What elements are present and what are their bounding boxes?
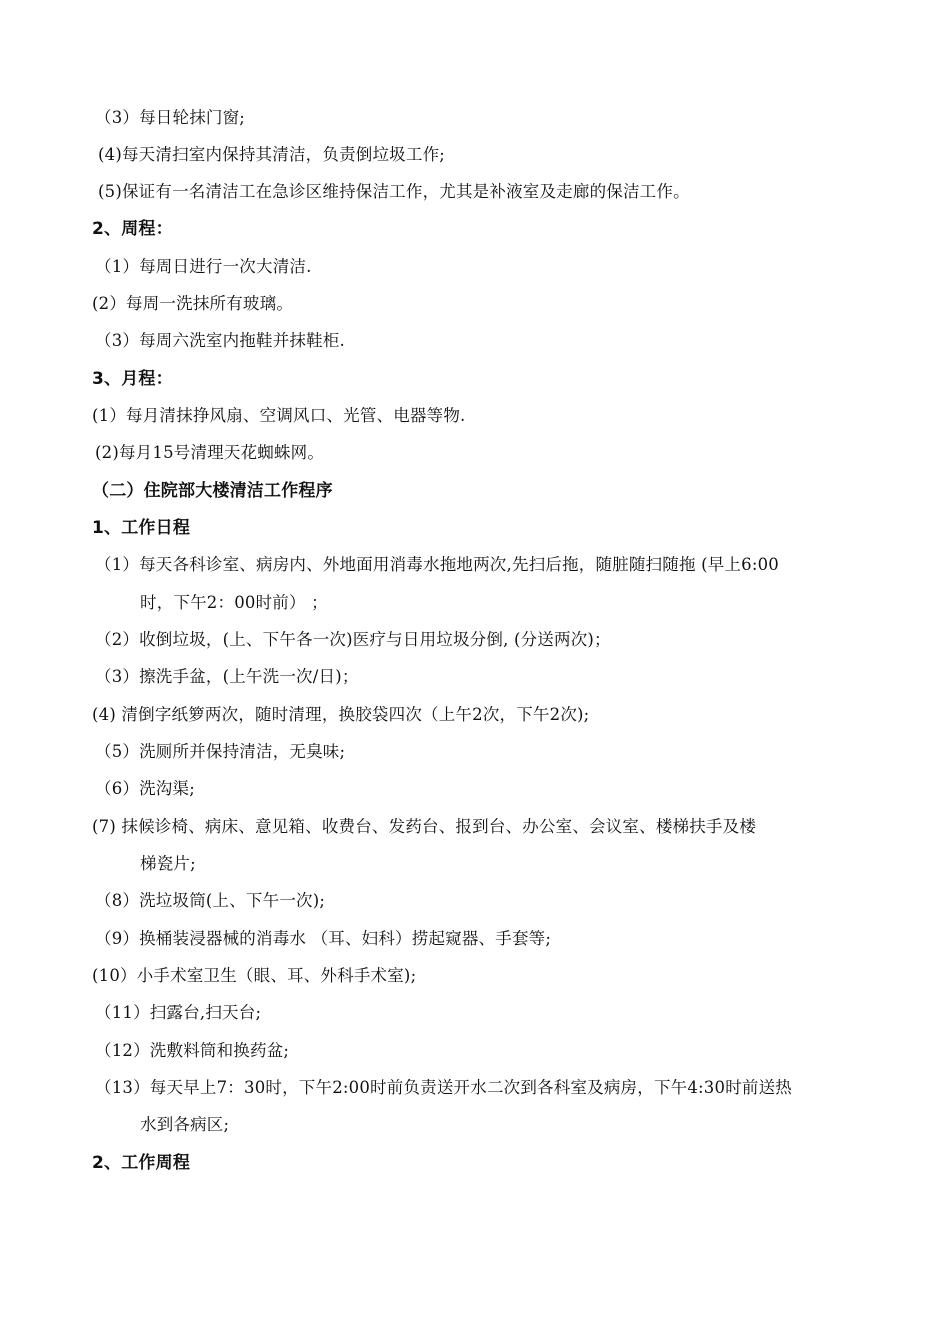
list-item: （1）每周日进行一次大清洁. [95,257,312,276]
list-item: （3）擦洗手盆，(上午洗一次/日)； [95,667,359,686]
list-item: （11）扫露台,扫天台; [95,1003,262,1022]
list-item-continuation: 水到各病区; [140,1115,230,1134]
list-item-continuation: 梯瓷片; [140,854,196,873]
list-item: （6）洗沟渠; [95,779,195,798]
list-item: （3）每日轮抹门窗; [95,108,246,127]
list-item: (2)每月15号清理天花蜘蛛网。 [95,443,325,462]
list-item: （2）收倒垃圾，(上、下午各一次)医疗与日用垃圾分倒, (分送两次)； [95,630,611,649]
list-item: （9）换桶装浸器械的消毒水 （耳、妇科）捞起窥器、手套等; [95,929,552,948]
section-heading: 2、周程： [92,219,173,239]
list-item: (4)每天清扫室内保持其清洁，负责倒垃圾工作; [98,145,446,164]
section-heading: 1、工作日程 [92,518,191,538]
section-heading: （二）住院部大楼清洁工作程序 [92,481,333,501]
list-item: (1）每月清抹挣风扇、空调风口、光管、电器等物. [92,406,466,425]
list-item: （8）洗垃圾筒(上、下午一次); [95,891,326,910]
list-item: (2）每周一洗抹所有玻璃。 [92,294,294,313]
section-heading: 2、工作周程 [92,1153,191,1173]
list-item: (5)保证有一名清洁工在急诊区维持保洁工作，尤其是补液室及走廊的保洁工作。 [98,182,690,201]
list-item: （3）每周六洗室内拖鞋并抹鞋柜. [95,331,345,350]
list-item-continuation: 时，下午2：00时前） ； [140,593,328,612]
list-item: (7) 抹候诊椅、病床、意见箱、收费台、发药台、报到台、办公室、会议室、楼梯扶手及楼 [92,817,757,836]
list-item: (4) 清倒字纸箩两次，随时清理，换胶袋四次（上午2次，下午2次); [92,705,590,724]
list-item: （13）每天早上7：30时，下午2:00时前负责送开水二次到各科室及病房，下午4:30时前送热 [95,1078,792,1097]
list-item: （5）洗厕所并保持清洁，无臭味; [95,742,346,761]
list-item: (10）小手术室卫生（眼、耳、外科手术室); [92,966,417,985]
section-heading: 3、月程： [92,369,173,389]
list-item: （12）洗敷料筒和换药盆; [95,1041,290,1060]
list-item: （1）每天各科诊室、病房内、外地面用消毒水拖地两次,先扫后拖，随脏随扫随拖 (早上6:00 [95,555,779,574]
